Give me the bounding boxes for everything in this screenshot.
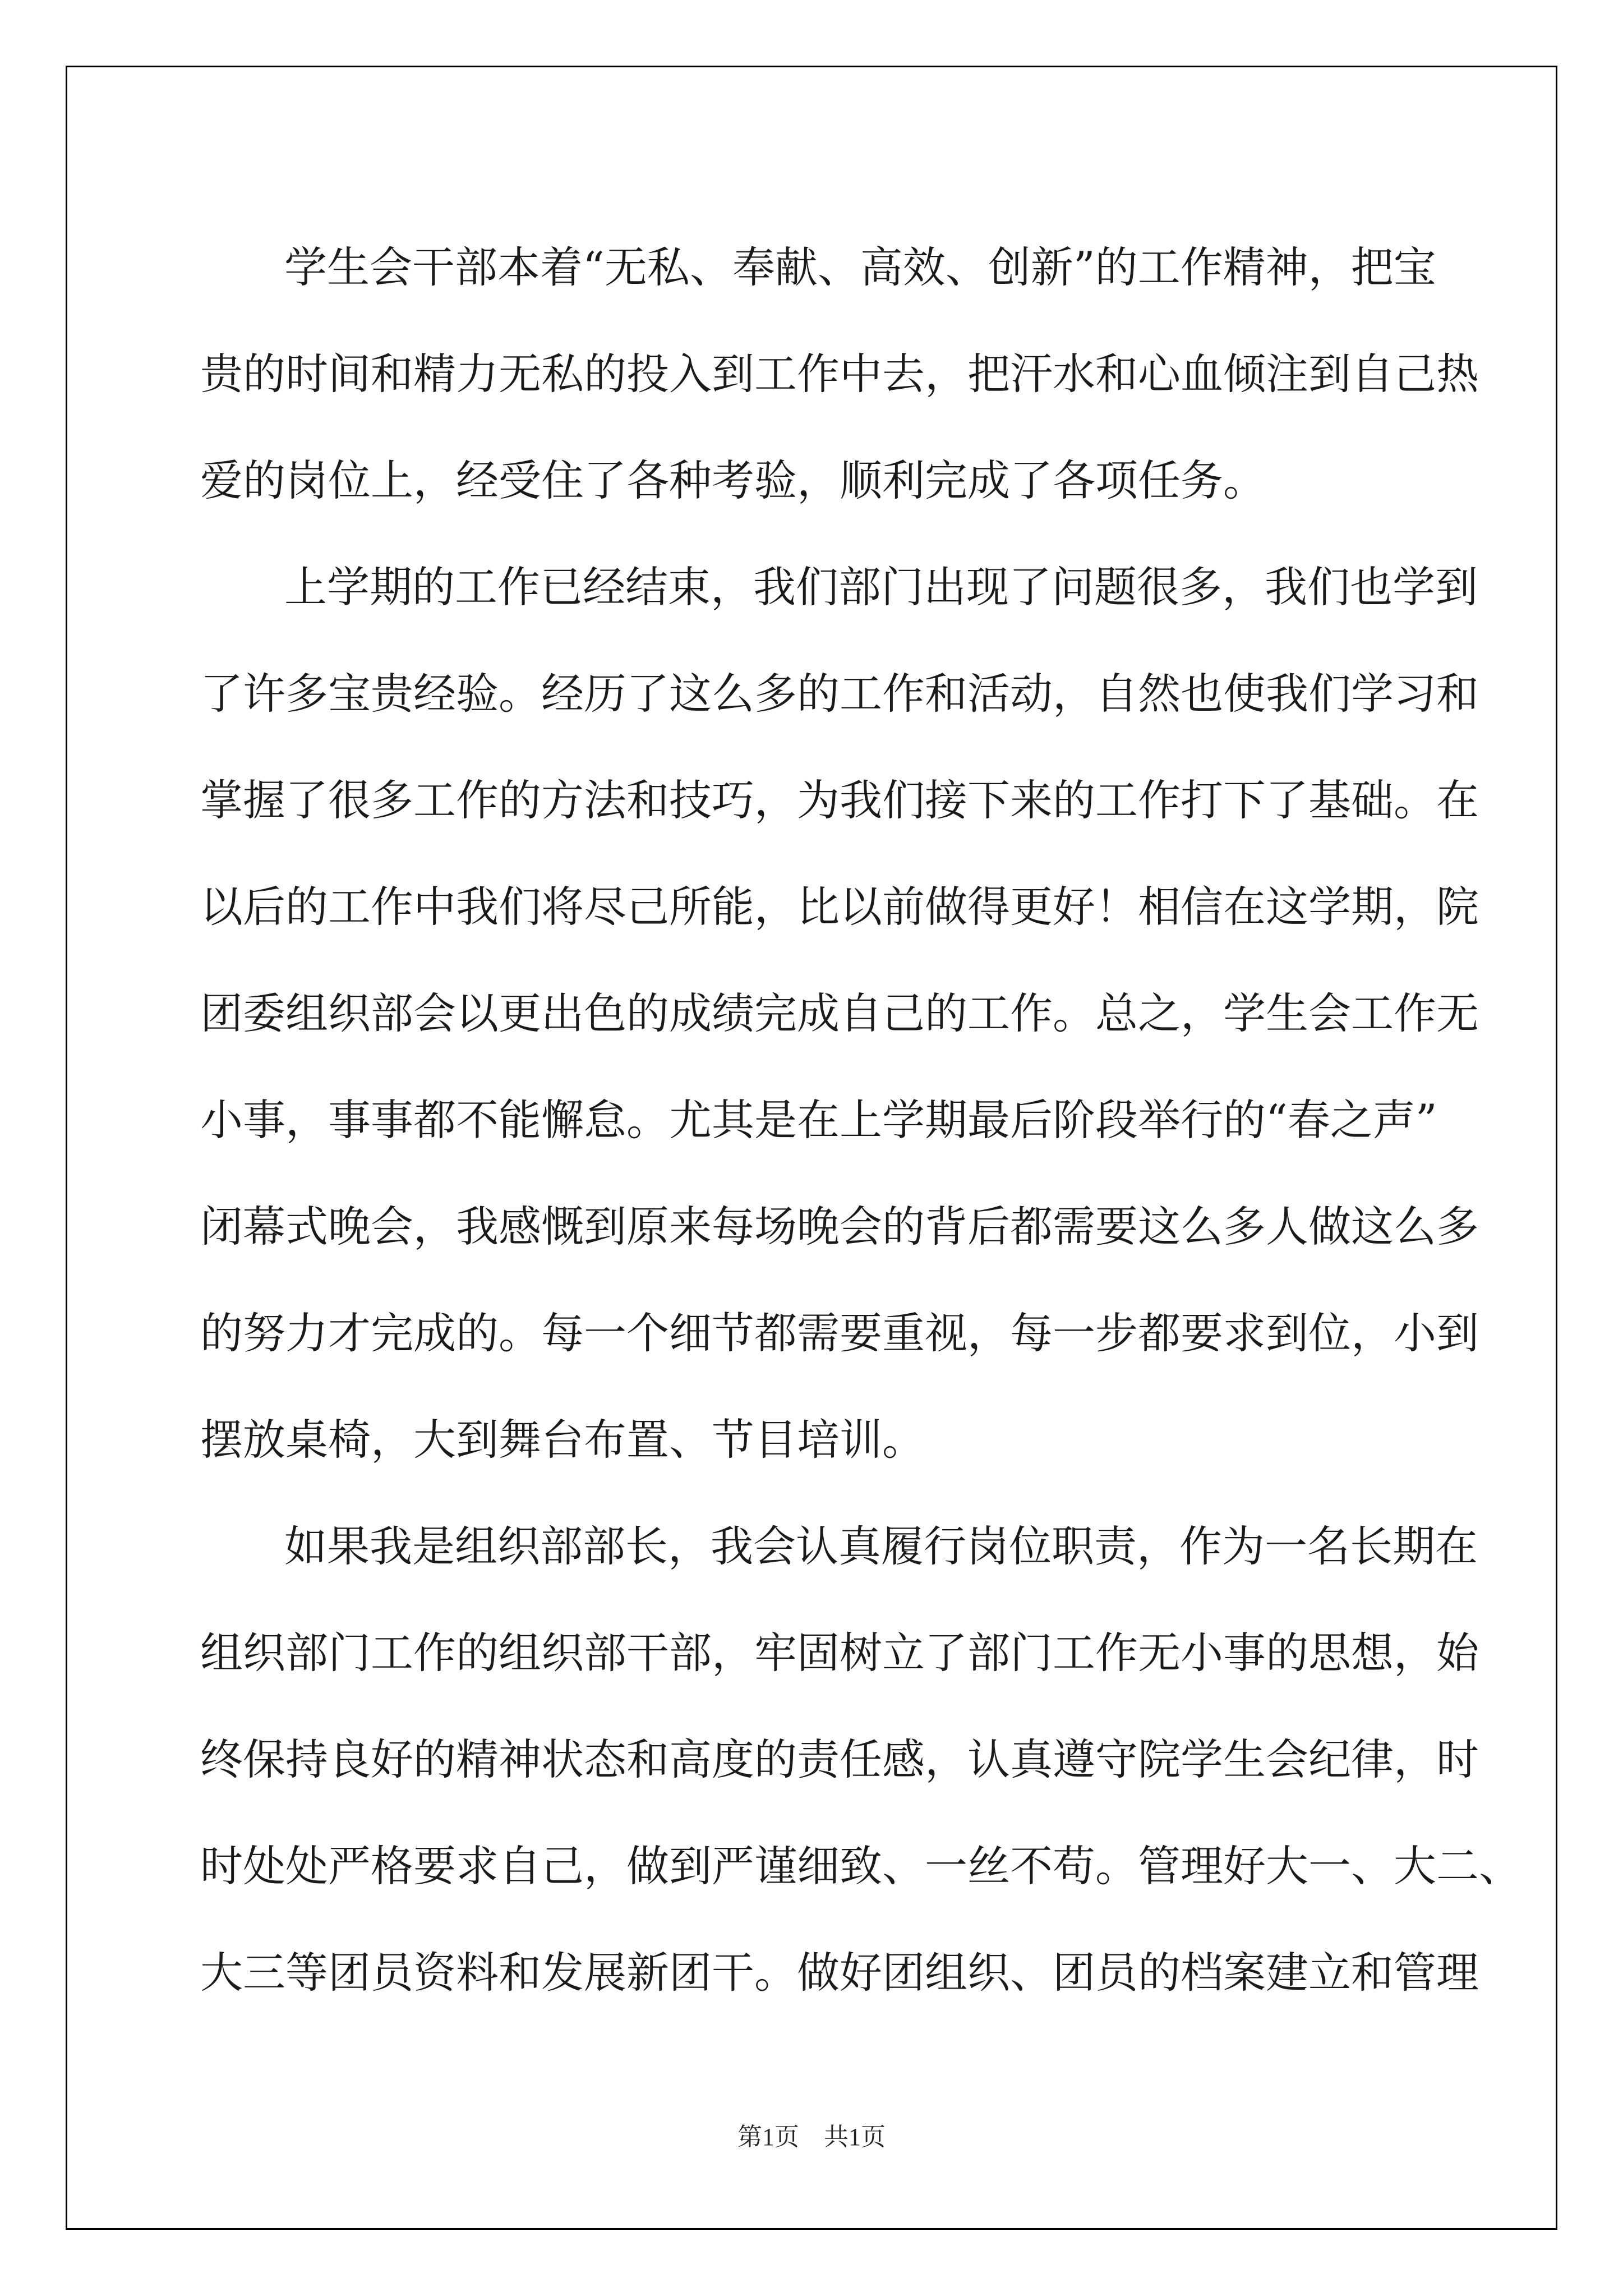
page-number-footer: 第1页 共1页 [737,2123,886,2151]
paragraph-2-line-5: 团委组织部会以更出色的成绩完成自己的工作。总之，学生会工作无 [200,988,1479,1038]
paragraph-2-line-3: 掌握了很多工作的方法和技巧，为我们接下来的工作打下了基础。在 [200,775,1479,825]
paragraph-2-line-6: 小事，事事都不能懈怠。尤其是在上学期最后阶段举行的“春之声” [200,1095,1437,1145]
paragraph-2-line-4: 以后的工作中我们将尽己所能，比以前做得更好！相信在这学期，院 [200,882,1479,932]
paragraph-2-line-2: 了许多宝贵经验。经历了这么多的工作和活动，自然也使我们学习和 [200,669,1479,719]
document-body [200,214,1521,2026]
paragraph-3-line-3: 终保持良好的精神状态和高度的责任感，认真遵守院学生会纪律，时 [200,1734,1479,1784]
paragraph-3-line-2: 组织部门工作的组织部干部，牢固树立了部门工作无小事的思想，始 [200,1628,1479,1678]
paragraph-1-line-1: 学生会干部本着“无私、奉献、高效、创新”的工作精神，把宝 [284,242,1436,292]
paragraph-2-line-7: 闭幕式晚会，我感慨到原来每场晚会的背后都需要这么多人做这么多 [200,1202,1479,1251]
paragraph-1-line-2: 贵的时间和精力无私的投入到工作中去，把汗水和心血倾注到自己热 [200,349,1479,399]
paragraph-2-line-1: 上学期的工作已经结束，我们部门出现了问题很多，我们也学到 [284,562,1478,612]
paragraph-2-line-8: 的努力才完成的。每一个细节都需要重视，每一步都要求到位，小到 [200,1308,1479,1358]
paragraph-3-line-4: 时处处严格要求自己，做到严谨细致、一丝不苟。管理好大一、大二、 [200,1841,1521,1891]
paragraph-2-line-9: 摆放桌椅，大到舞台布置、节目培训。 [200,1415,925,1465]
paragraph-3-line-5: 大三等团员资料和发展新团干。做好团组织、团员的档案建立和管理 [200,1948,1479,1998]
paragraph-3-line-1: 如果我是组织部部长，我会认真履行岗位职责，作为一名长期在 [284,1521,1478,1571]
paragraph-1-line-3: 爱的岗位上，经受住了各种考验，顺利完成了各项任务。 [200,455,1266,505]
